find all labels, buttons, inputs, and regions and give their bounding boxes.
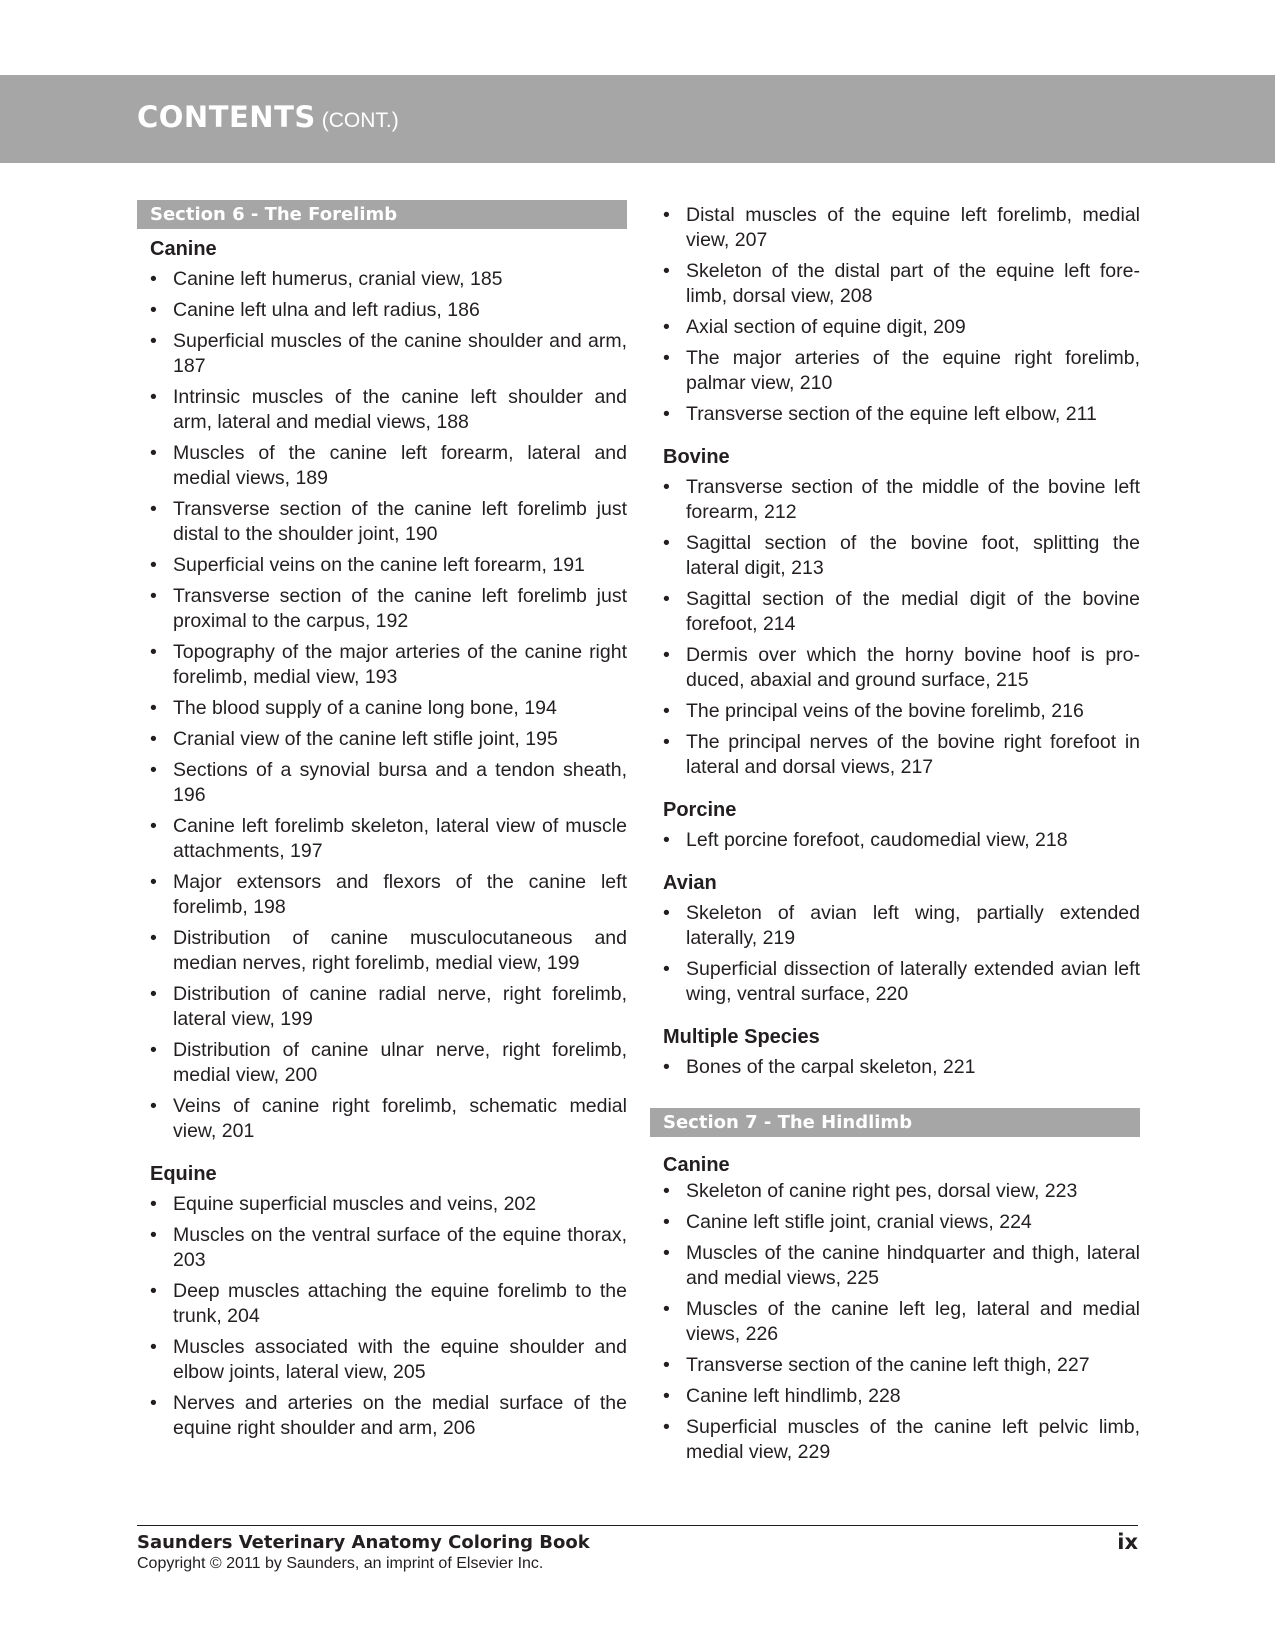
footer-divider bbox=[137, 1525, 1138, 1526]
group-title-avian: Avian bbox=[663, 872, 717, 894]
list-item: • Sections of a synovial bursa and a tendon sheath, 196 bbox=[173, 758, 627, 808]
list-item: • Canine left forelimb skeleton, lateral view of muscle attachments, 197 bbox=[173, 814, 627, 864]
list-item: • Distal muscles of the equine left forelimb, medial view, 207 bbox=[686, 203, 1140, 253]
group-title-porcine: Porcine bbox=[663, 799, 737, 821]
list-item: • Superficial muscles of the canine left pelvic limb, medial view, 229 bbox=[686, 1415, 1140, 1465]
list-item: • Canine left stifle joint, cranial views, 224 bbox=[686, 1210, 1140, 1235]
footer-copyright: Copyright © 2011 by Saunders, an imprint of Elsevier Inc. bbox=[137, 1555, 544, 1572]
list-item: • Transverse section of the canine left thigh, 227 bbox=[686, 1353, 1140, 1378]
list-item: • Dermis over which the horny bovine hoof is pro-duced, abaxial and ground surface, 215 bbox=[686, 643, 1140, 693]
list-item: • Nerves and arteries on the medial surface of the equine right shoulder and arm, 206 bbox=[173, 1391, 627, 1441]
list-item: • Sagittal section of the bovine foot, splitting the lateral digit, 213 bbox=[686, 531, 1140, 581]
list-item: • The major arteries of the equine right forelimb, palmar view, 210 bbox=[686, 346, 1140, 396]
list-item: • Distribution of canine ulnar nerve, right forelimb, medial view, 200 bbox=[173, 1038, 627, 1088]
list-item: • Left porcine forefoot, caudomedial view, 218 bbox=[686, 828, 1140, 853]
section-header-hindlimb: Section 7 - The Hindlimb bbox=[650, 1108, 1140, 1137]
list-item: • The principal veins of the bovine forelimb, 216 bbox=[686, 699, 1140, 724]
page-title bbox=[137, 100, 399, 134]
bovine-forelimb-list bbox=[650, 475, 1140, 780]
footer-book-title: Saunders Veterinary Anatomy Coloring Book bbox=[137, 1532, 590, 1553]
list-item: • Transverse section of the middle of the bovine left forearm, 212 bbox=[686, 475, 1140, 525]
list-item: • Transverse section of the equine left elbow, 211 bbox=[686, 402, 1140, 427]
list-item: • Veins of canine right forelimb, schematic medial view, 201 bbox=[173, 1094, 627, 1144]
group-title-equine: Equine bbox=[150, 1163, 217, 1185]
list-item: • Topography of the major arteries of the canine right forelimb, medial view, 193 bbox=[173, 640, 627, 690]
list-item: • Canine left hindlimb, 228 bbox=[686, 1384, 1140, 1409]
group-title-multiple-species: Multiple Species bbox=[663, 1026, 820, 1048]
list-item: • Canine left ulna and left radius, 186 bbox=[173, 298, 627, 323]
list-item: • Cranial view of the canine left stifle joint, 195 bbox=[173, 727, 627, 752]
list-item: • Skeleton of the distal part of the equine left fore-limb, dorsal view, 208 bbox=[686, 259, 1140, 309]
list-item: • Sagittal section of the medial digit of the bovine forefoot, 214 bbox=[686, 587, 1140, 637]
list-item: • Muscles on the ventral surface of the equine thorax, 203 bbox=[173, 1223, 627, 1273]
list-item: • Skeleton of canine right pes, dorsal view, 223 bbox=[686, 1179, 1140, 1204]
porcine-forelimb-list bbox=[650, 828, 1140, 853]
list-item: • Bones of the carpal skeleton, 221 bbox=[686, 1055, 1140, 1080]
list-item: • Muscles of the canine left forearm, lateral and medial views, 189 bbox=[173, 441, 627, 491]
list-item: • Axial section of equine digit, 209 bbox=[686, 315, 1140, 340]
contents-subtitle: (CONT.) bbox=[321, 109, 399, 132]
group-title-canine: Canine bbox=[150, 238, 217, 260]
group-title-bovine: Bovine bbox=[663, 446, 730, 468]
equine-forelimb-continued-list bbox=[650, 203, 1140, 427]
list-item: • Deep muscles attaching the equine forelimb to the trunk, 204 bbox=[173, 1279, 627, 1329]
list-item: • Distribution of canine musculocutaneous and median nerves, right forelimb, medial view, 199 bbox=[173, 926, 627, 976]
avian-forelimb-list bbox=[650, 901, 1140, 1007]
list-item: • Superficial muscles of the canine shoulder and arm, 187 bbox=[173, 329, 627, 379]
contents-title: CONTENTS bbox=[137, 100, 316, 134]
list-item: • Equine superficial muscles and veins, 202 bbox=[173, 1192, 627, 1217]
left-column bbox=[137, 200, 627, 1447]
list-item: • The principal nerves of the bovine right forefoot in lateral and dorsal views, 217 bbox=[686, 730, 1140, 780]
list-item: • Major extensors and flexors of the canine left forelimb, 198 bbox=[173, 870, 627, 920]
list-item: • Skeleton of avian left wing, partially extended laterally, 219 bbox=[686, 901, 1140, 951]
multiple-species-list bbox=[650, 1055, 1140, 1080]
list-item: • Muscles associated with the equine shoulder and elbow joints, lateral view, 205 bbox=[173, 1335, 627, 1385]
right-column bbox=[650, 203, 1140, 1471]
list-item: • Transverse section of the canine left forelimb just proximal to the carpus, 192 bbox=[173, 584, 627, 634]
list-item: • The blood supply of a canine long bone, 194 bbox=[173, 696, 627, 721]
group-title-canine-hindlimb: Canine bbox=[663, 1154, 730, 1176]
list-item: • Distribution of canine radial nerve, right forelimb, lateral view, 199 bbox=[173, 982, 627, 1032]
list-item: • Muscles of the canine left leg, lateral and medial views, 226 bbox=[686, 1297, 1140, 1347]
list-item: • Transverse section of the canine left forelimb just distal to the shoulder joint, 190 bbox=[173, 497, 627, 547]
canine-forelimb-list bbox=[137, 267, 627, 1144]
page-number: ix bbox=[1117, 1530, 1138, 1554]
list-item: • Muscles of the canine hindquarter and thigh, lateral and medial views, 225 bbox=[686, 1241, 1140, 1291]
list-item: • Intrinsic muscles of the canine left shoulder and arm, lateral and medial views, 188 bbox=[173, 385, 627, 435]
list-item: • Superficial veins on the canine left forearm, 191 bbox=[173, 553, 627, 578]
list-item: • Canine left humerus, cranial view, 185 bbox=[173, 267, 627, 292]
section-header-forelimb: Section 6 - The Forelimb bbox=[137, 200, 627, 229]
canine-hindlimb-list bbox=[650, 1179, 1140, 1465]
equine-forelimb-list bbox=[137, 1192, 627, 1441]
list-item: • Superficial dissection of laterally extended avian left wing, ventral surface, 220 bbox=[686, 957, 1140, 1007]
